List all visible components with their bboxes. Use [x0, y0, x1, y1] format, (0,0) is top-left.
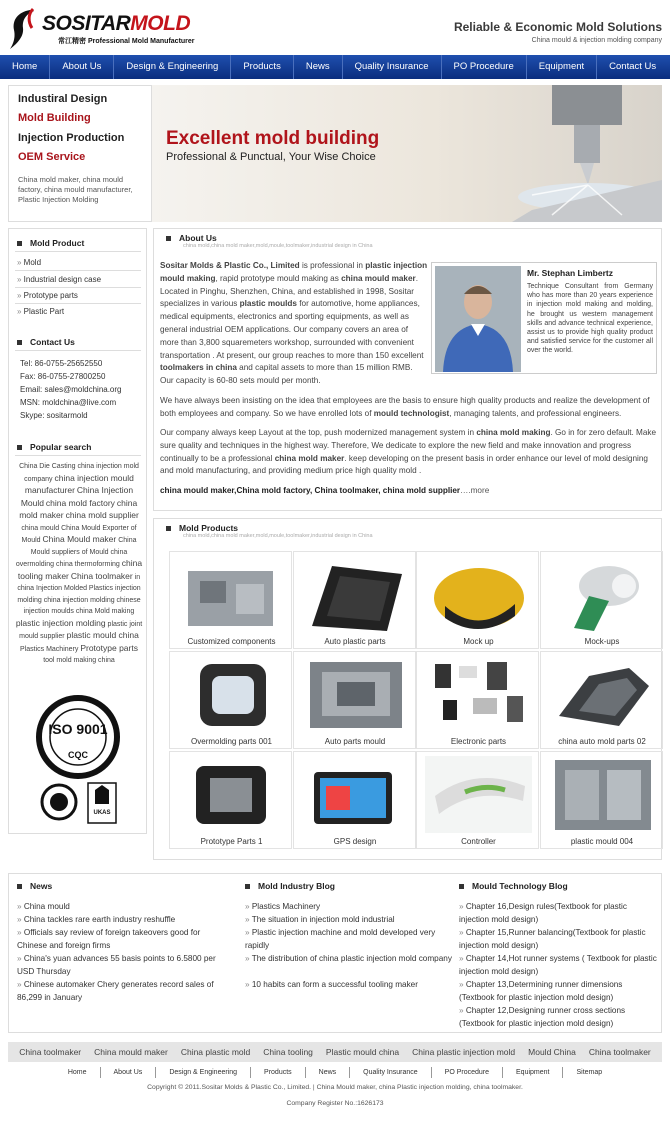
product-image[interactable] [549, 656, 656, 733]
industry_blog-item[interactable]: » Plastic injection machine and mold developed very rapidly [245, 927, 455, 953]
product-card[interactable] [540, 551, 663, 649]
product-caption[interactable]: Auto parts mould [324, 737, 386, 746]
sidebar-item-plastic-part[interactable]: » Plastic Part [17, 307, 64, 316]
popular-tag[interactable]: China Die Casting [19, 463, 76, 470]
keyword-tag[interactable]: China tooling [263, 1047, 313, 1057]
footer-link[interactable]: News [306, 1067, 351, 1078]
popular-tag[interactable]: china overmolding [15, 548, 128, 568]
product-caption[interactable]: Auto plastic parts [324, 637, 386, 646]
tech_blog-item[interactable]: » Chapter 12,Designing runner cross sections (Textbook for plastic injection mold design) [459, 1005, 659, 1031]
industry_blog-item[interactable]: » 10 habits can form a successful tooling maker [245, 979, 455, 992]
about-heading: About Us [166, 233, 217, 243]
consultant-photo [435, 266, 521, 372]
tech_blog-item[interactable]: » Chapter 16,Design rules(Textbook for plastic injection mold design) [459, 901, 659, 927]
sidebar-item-mold[interactable]: » Mold [17, 258, 41, 267]
brand-tagline: 常江精密 Professional Mold Manufacturer [58, 38, 195, 45]
main-nav [0, 55, 670, 79]
iso-9001-badge-icon [36, 695, 120, 779]
popular-search-heading: Popular search [17, 442, 91, 452]
product-caption[interactable]: Overmolding parts 001 [191, 737, 272, 746]
product-card[interactable] [540, 651, 663, 749]
contact-heading: Contact Us [17, 337, 75, 347]
keyword-tag[interactable]: China plastic mold [180, 1047, 251, 1057]
product-card[interactable] [293, 551, 416, 649]
company-register: Company Register No.:1626173 [286, 1100, 384, 1107]
product-image[interactable] [425, 556, 532, 633]
industry_blog-item[interactable]: » The distribution of china plastic injection mold company [245, 953, 455, 966]
site-slogan: Reliable & Economic Mold Solutions [453, 20, 662, 34]
popular-tag[interactable]: China Injection Mould [20, 485, 134, 508]
product-image[interactable] [425, 656, 532, 733]
about-layout: Our company always keep Layout at the top, push modernized management system in china mold making. Go in for zero default. Make sure quality and techniques in the highest way. Therefore, We dedicate to explore the new field and make innovation and progress continually to be a professional china mold maker. keep developing on the present basis in order enhance our level of mold designing and mold manufacturing, and providing medium price high quality mold . [160, 428, 657, 476]
news-item[interactable]: » China mould [17, 901, 227, 914]
product-caption[interactable]: Electronic parts [450, 737, 507, 746]
banner-subtitle: Professional & Punctual, Your Wise Choice [166, 151, 376, 163]
keyword-tag[interactable]: China mould maker [94, 1047, 168, 1057]
news-item[interactable]: » Officials say review of foreign takeovers good for Chinese and foreign firms [17, 927, 227, 953]
popular-tag[interactable]: china mold supplier [65, 510, 139, 520]
product-image[interactable] [302, 656, 409, 733]
product-image[interactable] [302, 756, 409, 833]
popular-tag[interactable]: china thermoforming [56, 561, 120, 568]
keyword-tag[interactable]: China toolmaker [588, 1047, 651, 1057]
service-mold-building[interactable]: Mold Building [18, 112, 91, 124]
product-image[interactable] [549, 756, 656, 833]
product-card[interactable] [293, 651, 416, 749]
popular-tag[interactable]: Injection Molded Plastics [36, 585, 114, 592]
site-logo[interactable] [8, 6, 208, 50]
nav-po-procedure[interactable]: PO Procedure [442, 55, 527, 79]
popular-tag[interactable]: china mold factory [45, 497, 115, 508]
contact-fax: Fax: 86-0755-27800250 [20, 372, 106, 381]
product-caption[interactable]: Controller [461, 837, 496, 846]
service-oem[interactable]: OEM Service [18, 151, 86, 163]
footer-nav [0, 1067, 670, 1078]
nav-products[interactable]: Products [231, 55, 294, 79]
footer-link[interactable]: Design & Engineering [156, 1067, 251, 1078]
popular-tag[interactable]: Prototype parts [80, 642, 138, 653]
logo-swoosh-icon [8, 6, 42, 50]
nav-equipment[interactable]: Equipment [527, 55, 597, 79]
nav-news[interactable]: News [294, 55, 343, 79]
brand-name: SOSITARMOLD [42, 12, 191, 35]
product-image[interactable] [549, 556, 656, 633]
services-box [8, 85, 152, 222]
popular-tag[interactable]: China Mould maker [42, 534, 117, 544]
news-item[interactable]: » China's yuan advances 55 basis points to 6.5800 per USD Thursday [17, 953, 227, 979]
keyword-tag[interactable]: China toolmaker [19, 1047, 82, 1057]
product-caption[interactable]: Prototype Parts 1 [200, 837, 263, 846]
popular-tag[interactable]: injection moulds china [23, 608, 93, 615]
popular-tag[interactable]: in china [17, 573, 141, 592]
nav-contact-us[interactable]: Contact Us [609, 61, 657, 72]
product-card[interactable] [169, 751, 292, 849]
tech_blog-item[interactable]: » Chapter 15,Runner balancing(Textbook for plastic injection mold design) [459, 927, 659, 953]
popular-tag[interactable]: China toolmaker [70, 570, 133, 581]
footer-link[interactable]: About Us [101, 1067, 157, 1078]
industry_blog-item[interactable]: » The situation in injection mold industrial [245, 914, 455, 927]
service-injection-production[interactable]: Injection Production [18, 132, 125, 144]
product-caption[interactable]: Customized components [187, 637, 276, 646]
product-caption[interactable]: GPS design [333, 837, 377, 846]
about-intro: Sositar Molds & Plastic Co., Limited is professional in plastic injection mould making, rapid prototype mould making as china mould maker. Located in Pinghu, Shenzhen, China, and established in 1998, Sositar specializes in various plastic moulds for automotive, home appliances, medical equipments, electronics and sporting equipments, as well as general industrial OEM applications. Our company covers an area of more than 3,800 squaremeters workshop, surrounded with convenient transportation . At present, our group reaches to more than 150 excellent toolmakers in china and capital assets to more than 15 million RMB. Our capacity is 60-80 sets mould per month. [160, 261, 428, 386]
popular-tag[interactable]: china injection mold company [24, 463, 139, 483]
products-panel [153, 518, 662, 860]
cqc-seal-icon [39, 782, 79, 824]
mold-product-heading: Mold Product [17, 238, 84, 248]
footer-link[interactable]: PO Procedure [432, 1067, 503, 1078]
contact-email[interactable]: Email: sales@moldchina.org [20, 385, 122, 394]
nav-design-engineering[interactable]: Design & Engineering [114, 55, 231, 79]
product-card[interactable] [169, 651, 292, 749]
popular-tag[interactable]: plastic injection molding [15, 617, 106, 628]
product-card[interactable] [169, 551, 292, 649]
nav-home[interactable]: Home [0, 55, 50, 79]
contact-msn[interactable]: MSN: moldchina@live.com [20, 398, 117, 407]
popular-tag[interactable]: china tooling maker [17, 558, 143, 581]
popular-tag[interactable]: China Mould suppliers of Mould [30, 537, 137, 556]
about-subheading: china mold,china mold maker,mold,moule,toolmaker,industrial design in China [183, 243, 373, 249]
bottom-columns [8, 873, 662, 1033]
contact-skype[interactable]: Skype: sositarmold [20, 411, 88, 420]
product-image[interactable] [178, 756, 285, 833]
nav-quality-insurance[interactable]: Quality Insurance [343, 55, 442, 79]
site-slogan-sub: China mould & injection molding company [531, 37, 662, 44]
keyword-tag[interactable]: Mould China [528, 1047, 576, 1057]
tech_blog-item[interactable]: » Chapter 14,Hot runner systems ( Textbook for plastic injection mold design) [459, 953, 659, 979]
product-card[interactable] [416, 751, 539, 849]
banner-title: Excellent mold building [166, 128, 380, 149]
product-card[interactable] [416, 551, 539, 649]
tech_blog-item[interactable]: » Chapter 13,Determining runner dimensions (Textbook for plastic injection mold design) [459, 979, 659, 1005]
popular-tag[interactable]: plastic mould china [66, 630, 139, 640]
sidebar-item-industrial-design[interactable]: » Industrial design case [17, 275, 101, 284]
about-keywords: china mould maker,China mold factory, China toolmaker, china mold supplier….more [160, 486, 490, 495]
svg-text:CQC: CQC [68, 750, 88, 760]
footer-link[interactable]: Quality Insurance [350, 1067, 431, 1078]
popular-tag[interactable]: china injection mould manufacturer [24, 472, 134, 495]
popular-tag[interactable]: injection molding chinese [62, 596, 141, 604]
product-card[interactable] [416, 651, 539, 749]
news-item[interactable]: » China tackles rare earth industry reshuffle [17, 914, 227, 927]
popular-tag[interactable]: Plastics Machinery [20, 645, 79, 653]
popular-tag[interactable]: china mold maker [19, 497, 138, 520]
sidebar [8, 228, 147, 834]
keyword-tag-bar [8, 1042, 662, 1062]
ukas-logo-icon [87, 782, 117, 824]
product-image[interactable] [302, 556, 409, 633]
footer-link[interactable]: Home [55, 1067, 101, 1078]
service-industrial-design[interactable]: Industiral Design [18, 93, 108, 105]
footer-link[interactable]: Sitemap [576, 1069, 603, 1076]
about-panel [153, 228, 662, 511]
copyright: Copyright © 2011.Sositar Molds & Plastic Co., Limited. | China Mould maker, china Plastic injection molding, china toolmaker. [147, 1084, 523, 1091]
footer-link[interactable]: Products [251, 1067, 306, 1078]
products-subheading: china mold,china mold maker,mold,moule,toolmaker,industrial design in China [183, 533, 373, 539]
industry_blog-item[interactable]: » Plastics Machinery [245, 901, 455, 914]
nav-about-us[interactable]: About Us [50, 55, 114, 79]
sidebar-item-prototype[interactable]: » Prototype parts [17, 291, 78, 300]
news-item[interactable]: » Chinese automaker Chery generates record sales of 86,299 in January [17, 979, 227, 1005]
product-caption[interactable]: Mock up [463, 637, 494, 646]
popular-tag[interactable]: injection molding china [17, 585, 141, 604]
news-heading: News [17, 881, 52, 891]
footer-link[interactable]: Equipment [503, 1067, 563, 1078]
consultant-card [431, 262, 657, 374]
popular-tag[interactable]: plastic joint mould supplier [19, 620, 143, 640]
consultant-description: Technique Consultant from Germany who has more than 20 years experience in injection mold making and molding, he brought us western management skills and advance technical experience, assist us to provide high quality product and satisfied service for the customer all over the world. [527, 283, 653, 355]
popular-tag[interactable]: china mould [21, 524, 60, 532]
product-image[interactable] [178, 656, 285, 733]
tech-blog-heading: Mould Technology Blog [459, 881, 568, 891]
keyword-tag[interactable]: Plastic mould china [325, 1047, 400, 1057]
about-employees: We have always been insisting on the idea that employees are the basis to ensure high quality products and realize the development of both employees and company. So we have enrolled lots of mould technologist, managing talents, and professional engineers. [160, 396, 650, 418]
industry-blog-heading: Mold Industry Blog [245, 881, 335, 891]
popular-tag[interactable]: Mold making [94, 608, 135, 615]
keyword-tag[interactable]: China plastic injection mold [412, 1047, 516, 1057]
product-image[interactable] [178, 556, 285, 633]
product-caption[interactable]: Mock-ups [584, 637, 620, 646]
contact-tel: Tel: 86-0755-25652550 [20, 359, 103, 368]
product-caption[interactable]: china auto mold parts 02 [558, 737, 646, 746]
product-card[interactable] [540, 751, 663, 849]
product-caption[interactable]: plastic mould 004 [570, 837, 634, 846]
consultant-name: Mr. Stephan Limbertz [527, 268, 613, 278]
product-card[interactable] [293, 751, 416, 849]
about-more-link[interactable]: ….more [460, 486, 490, 495]
products-heading: Mold Products [166, 523, 238, 533]
popular-tag[interactable]: China Mould Exporter of Mould [21, 524, 137, 544]
hero-banner [152, 85, 662, 222]
services-description: China mold maker, china mould factory, china mould manufacturer, Plastic Injection Molding [18, 175, 133, 204]
popular-search-cloud [15, 461, 143, 667]
svg-text:ISO 9001: ISO 9001 [48, 721, 108, 737]
cnc-machine-image [512, 85, 662, 222]
svg-text:UKAS: UKAS [93, 810, 111, 816]
popular-tag[interactable]: tool mold making china [43, 657, 115, 664]
product-image[interactable] [425, 756, 532, 833]
